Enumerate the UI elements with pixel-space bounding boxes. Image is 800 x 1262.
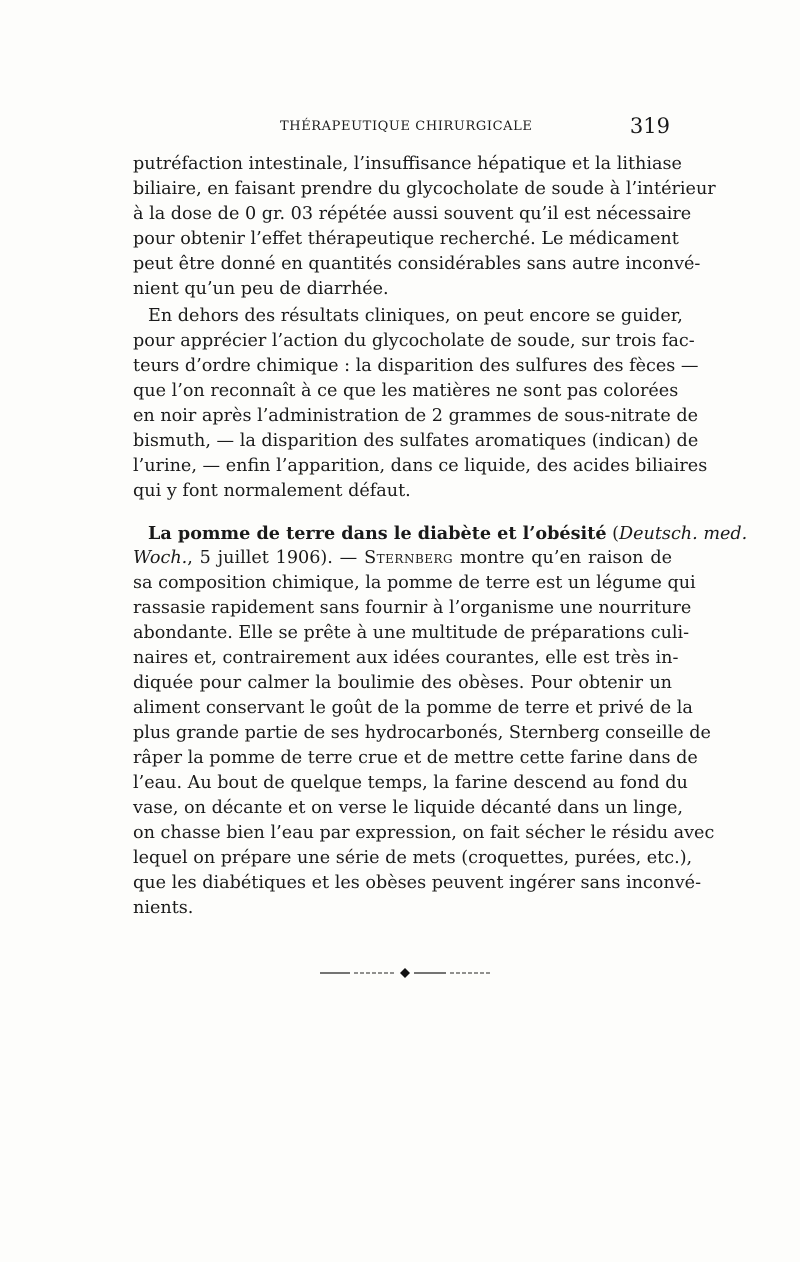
diamond-icon [400,968,410,978]
paragraph-2-line: qui y font normalement défaut. [133,481,411,501]
paragraph-1-line: putréfaction intestinale, l’insuffisance hépatique et la lithiase [133,154,682,174]
section-line: sa composition chimique, la pomme de terre est un légume qui [133,573,696,593]
section-line: nients. [133,898,194,918]
ornament-divider [320,966,490,980]
running-head [132,114,672,140]
section-line: abondante. Elle se prête à une multitude de préparations culi- [133,623,690,643]
author-name: Sternberg [364,548,454,568]
paragraph-1-line: peut être donné en quantités considérables sans autre inconvé- [133,254,701,274]
paragraph-2-line: pour apprécier l’action du glycocholate de soude, sur trois fac- [133,331,695,351]
paragraph-1-line: nient qu’un peu de diarrhée. [133,279,389,299]
section-line: aliment conservant le goût de la pomme de terre et privé de la [133,698,693,718]
paragraph-1-line: biliaire, en faisant prendre du glycocholate de soude à l’intérieur [133,179,716,199]
reference-date: , 5 juillet 1906). — [187,548,365,568]
section-line: naires et, contrairement aux idées courantes, elle est très in- [133,648,679,668]
section-line: vase, on décante et on verse le liquide décanté dans un linge, [133,798,683,818]
section-heading-line [148,521,748,546]
section-line: plus grande partie de ses hydrocarbonés, Sternberg conseille de [133,723,711,743]
section-line: diquée pour calmer la boulimie des obèses. Pour obtenir un [133,673,672,693]
section-line: rassasie rapidement sans fournir à l’organisme une nourriture [133,598,692,618]
page-number: 319 [629,114,670,138]
paragraph-2-line: que l’on reconnaît à ce que les matières ne sont pas colorées [133,381,679,401]
reference-open: ( [606,524,619,544]
section-line: on chasse bien l’eau par expression, on fait sécher le résidu avec [133,823,715,843]
running-title: THÉRAPEUTIQUE CHIRURGICALE [280,119,533,134]
paragraph-2-line: l’urine, — enfin l’apparition, dans ce liquide, des acides biliaires [133,456,708,476]
reference-journal: Deutsch. med. [619,524,748,544]
paragraph-1-line: à la dose de 0 gr. 03 répétée aussi souvent qu’il est nécessaire [133,204,692,224]
section-line: lequel on prépare une série de mets (croquettes, purées, etc.), [133,848,693,868]
section-line: l’eau. Au bout de quelque temps, la farine descend au fond du [133,773,688,793]
section-line [133,546,672,571]
reference-journal-cont: Woch. [133,548,188,568]
section-title: La pomme de terre dans le diabète et l’obésité [148,523,607,544]
section-line: râper la pomme de terre crue et de mettre cette farine dans de [133,748,698,768]
paragraph-2-line: en noir après l’administration de 2 grammes de sous-nitrate de [133,406,699,426]
paragraph-1-line: pour obtenir l’effet thérapeutique recherché. Le médicament [133,229,679,249]
paragraph-2-line: teurs d’ordre chimique : la disparition des sulfures des fèces — [133,356,699,376]
paragraph-2-line: bismuth, — la disparition des sulfates aromatiques (indican) de [133,431,699,451]
section-line-rest: montre qu’en raison de [453,548,672,568]
paragraph-2-line: En dehors des résultats cliniques, on peut encore se guider, [148,306,683,326]
section-line: que les diabétiques et les obèses peuvent ingérer sans inconvé- [133,873,702,893]
